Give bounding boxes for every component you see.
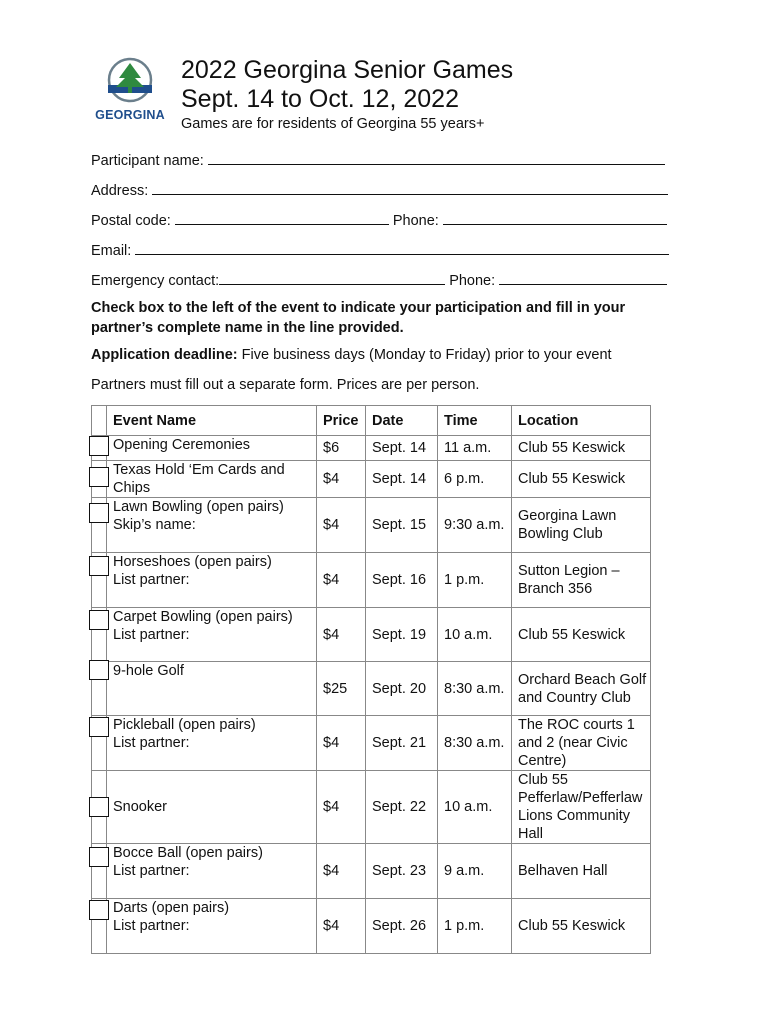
location-cell: Club 55 Keswick — [512, 436, 651, 461]
emergency-row — [91, 270, 667, 289]
time-cell: 6 p.m. — [438, 461, 512, 498]
time-cell: 10 a.m. — [438, 771, 512, 844]
table-row — [92, 899, 651, 954]
event-name: Snooker — [113, 799, 168, 815]
partners-note: Partners must fill out a separate form. Prices are per person. — [91, 377, 480, 393]
checkbox-opening-ceremonies[interactable] — [89, 436, 109, 456]
checkbox-carpet-bowling[interactable] — [89, 610, 109, 630]
date-cell: Sept. 19 — [366, 608, 438, 662]
title-line-2: Sept. 14 to Oct. 12, 2022 — [181, 85, 459, 113]
skip-name-label[interactable]: Skip’s name: — [113, 517, 196, 533]
location-cell: Georgina Lawn Bowling Club — [512, 498, 651, 553]
participant-name-label: Participant name: — [91, 153, 204, 169]
location-cell: Club 55 Keswick — [512, 899, 651, 954]
emergency-phone-field[interactable] — [499, 270, 667, 285]
event-name: Bocce Ball (open pairs) — [113, 845, 263, 861]
event-name: Lawn Bowling (open pairs) — [113, 499, 284, 515]
checkbox-snooker[interactable] — [89, 797, 109, 817]
page-title — [181, 56, 513, 114]
date-cell: Sept. 16 — [366, 553, 438, 608]
emergency-phone-label: Phone: — [449, 273, 496, 289]
location-cell: Club 55 Pefferlaw/Pefferlaw Lions Community Hall — [512, 771, 651, 844]
event-name-cell — [107, 608, 317, 662]
time-cell: 1 p.m. — [438, 553, 512, 608]
event-name: 9-hole Golf — [113, 663, 184, 679]
table-row — [92, 771, 651, 844]
time-cell: 9 a.m. — [438, 844, 512, 899]
phone-field[interactable] — [443, 210, 667, 225]
phone-label: Phone: — [392, 213, 439, 229]
participant-name-row — [91, 150, 665, 169]
postal-code-label: Postal code: — [91, 213, 171, 229]
table-row — [92, 461, 651, 498]
postal-phone-row — [91, 210, 667, 229]
checkbox-golf[interactable] — [89, 660, 109, 680]
table-row — [92, 608, 651, 662]
time-cell: 11 a.m. — [438, 436, 512, 461]
date-cell: Sept. 14 — [366, 461, 438, 498]
price-cell: $4 — [317, 553, 366, 608]
event-name-cell — [107, 844, 317, 899]
address-row — [91, 180, 668, 199]
participant-name-field[interactable] — [208, 150, 665, 165]
checkbox-bocce-ball[interactable] — [89, 847, 109, 867]
deadline-text: Five business days (Monday to Friday) prior to your event — [237, 347, 612, 363]
location-cell: Club 55 Keswick — [512, 608, 651, 662]
date-cell: Sept. 22 — [366, 771, 438, 844]
email-row — [91, 240, 669, 259]
date-cell: Sept. 20 — [366, 662, 438, 716]
time-cell: 1 p.m. — [438, 899, 512, 954]
time-cell: 8:30 a.m. — [438, 662, 512, 716]
events-table — [91, 405, 651, 954]
location-cell: Belhaven Hall — [512, 844, 651, 899]
list-partner-label[interactable]: List partner: — [113, 735, 190, 751]
eligibility-note: Games are for residents of Georgina 55 years+ — [181, 116, 485, 132]
time-cell: 8:30 a.m. — [438, 716, 512, 771]
price-cell: $4 — [317, 716, 366, 771]
emergency-contact-label: Emergency contact: — [91, 273, 220, 289]
email-field[interactable] — [135, 240, 669, 255]
date-cell: Sept. 26 — [366, 899, 438, 954]
event-name: Darts (open pairs) — [113, 900, 230, 916]
table-row — [92, 662, 651, 716]
price-cell: $4 — [317, 498, 366, 553]
event-name: Carpet Bowling (open pairs) — [113, 609, 293, 625]
location-cell: Sutton Legion – Branch 356 — [512, 553, 651, 608]
header-price: Price — [317, 406, 366, 436]
event-name-cell — [107, 461, 317, 498]
event-name-cell — [107, 553, 317, 608]
header-event-name: Event Name — [107, 406, 317, 436]
checkbox-instructions: Check box to the left of the event to indicate your participation and fill in your partner’s complete name in the line provided. — [91, 300, 626, 336]
checkbox-lawn-bowling[interactable] — [89, 503, 109, 523]
checkbox-darts[interactable] — [89, 900, 109, 920]
list-partner-label[interactable]: List partner: — [113, 572, 190, 588]
table-row — [92, 844, 651, 899]
price-cell: $4 — [317, 608, 366, 662]
location-cell: Orchard Beach Golf and Country Club — [512, 662, 651, 716]
checkbox-horseshoes[interactable] — [89, 556, 109, 576]
event-name-cell — [107, 662, 317, 716]
event-name-cell — [107, 899, 317, 954]
event-name-cell — [107, 436, 317, 461]
header-date: Date — [366, 406, 438, 436]
date-cell: Sept. 14 — [366, 436, 438, 461]
list-partner-label[interactable]: List partner: — [113, 863, 190, 879]
table-row — [92, 553, 651, 608]
date-cell: Sept. 21 — [366, 716, 438, 771]
address-label: Address: — [91, 183, 149, 199]
event-name-cell — [107, 716, 317, 771]
checkbox-header-cell — [92, 406, 107, 436]
price-cell: $25 — [317, 662, 366, 716]
price-cell: $4 — [317, 771, 366, 844]
list-partner-label[interactable]: List partner: — [113, 627, 190, 643]
price-cell: $4 — [317, 461, 366, 498]
address-field[interactable] — [152, 180, 668, 195]
deadline-label: Application deadline: — [91, 347, 238, 363]
list-partner-label[interactable]: List partner: — [113, 918, 190, 934]
table-row — [92, 436, 651, 461]
event-name: Texas Hold ‘Em Cards and Chips — [113, 462, 285, 496]
checkbox-pickleball[interactable] — [89, 717, 109, 737]
postal-code-field[interactable] — [175, 210, 389, 225]
title-line-1: 2022 Georgina Senior Games — [181, 56, 514, 84]
time-cell: 10 a.m. — [438, 608, 512, 662]
event-name: Horseshoes (open pairs) — [113, 554, 272, 570]
price-cell: $4 — [317, 844, 366, 899]
table-row — [92, 498, 651, 553]
table-row — [92, 716, 651, 771]
tree-logo-icon — [106, 56, 154, 104]
price-cell: $4 — [317, 899, 366, 954]
location-cell: Club 55 Keswick — [512, 461, 651, 498]
header-location: Location — [512, 406, 651, 436]
event-name: Opening Ceremonies — [113, 437, 251, 453]
location-cell: The ROC courts 1 and 2 (near Civic Centre) — [512, 716, 651, 771]
time-cell: 9:30 a.m. — [438, 498, 512, 553]
date-cell: Sept. 23 — [366, 844, 438, 899]
checkbox-texas-hold-em[interactable] — [89, 467, 109, 487]
georgina-logo — [92, 56, 168, 126]
event-name: Pickleball (open pairs) — [113, 717, 256, 733]
application-deadline — [91, 347, 612, 363]
email-label: Email: — [91, 243, 132, 259]
event-name-cell — [107, 771, 317, 844]
header-time: Time — [438, 406, 512, 436]
date-cell: Sept. 15 — [366, 498, 438, 553]
logo-wordmark: GEORGINA — [95, 108, 165, 122]
emergency-contact-field[interactable] — [219, 270, 445, 285]
price-cell: $6 — [317, 436, 366, 461]
table-header-row — [92, 406, 651, 436]
event-name-cell — [107, 498, 317, 553]
